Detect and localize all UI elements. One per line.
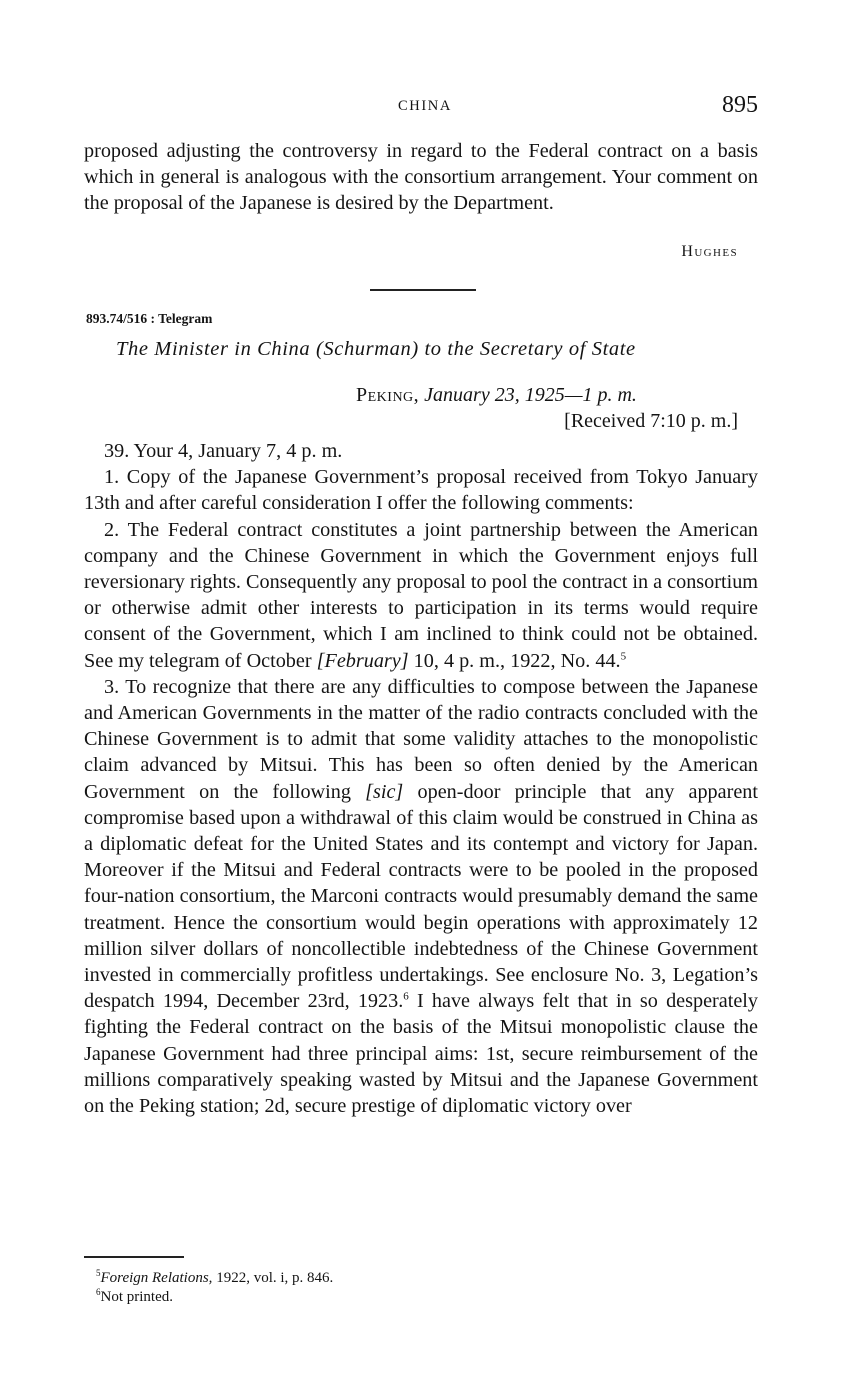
footnote-rule — [84, 1256, 184, 1258]
telegram-body — [84, 438, 758, 1119]
running-head — [0, 94, 850, 124]
running-title: CHINA — [398, 98, 452, 114]
footnote-5 — [96, 1269, 333, 1288]
footnote-6 — [96, 1288, 333, 1307]
footnotes — [96, 1269, 333, 1307]
dateline — [356, 384, 637, 407]
footnote-ref-5[interactable]: 5 — [620, 649, 627, 662]
paragraph-2 — [84, 517, 758, 674]
paragraph-1: 1. Copy of the Japanese Government’s proposal received from Tokyo January 13th and after careful consideration I offer the following comments: — [84, 466, 758, 515]
footnote-marker: 5 — [96, 1268, 101, 1278]
february-insert: [February] — [316, 649, 409, 672]
previous-document-closing — [84, 138, 758, 217]
paragraph-3-final: I have always felt that in so desperately fighting the Federal contract on the basis of the Mitsui monopolistic clause the Japanese Government had three principal aims: 1st, secure reimbursement of the millions comparatively speaking wasted by Mitsui and the Japanese Government on the Peking station; 2d, secure prestige of diplomatic victory over — [84, 990, 758, 1118]
page-number: 895 — [722, 92, 758, 118]
paragraph-39: 39. Your 4, January 7, 4 p. m. — [104, 440, 343, 462]
sic-insert: [sic] — [365, 780, 404, 803]
received-note: [Received 7:10 p. m.] — [564, 410, 738, 432]
footnote-text: Not printed. — [100, 1289, 173, 1305]
dateline-date: January 23, 1925—1 p. m. — [424, 384, 637, 406]
section-divider — [370, 289, 476, 291]
signature: Hughes — [681, 243, 738, 260]
paragraph-2-tail: 10, 4 p. m., 1922, No. 44. — [413, 649, 621, 672]
file-reference: 893.74/516 : Telegram — [86, 311, 213, 326]
paragraph-3-text: 3. To recognize that there are any difficulties to compose between the Japanese and American Governments in the matter of the radio contracts concluded with the Chinese Government is to admit that some validity attaches to the monopolistic claim advanced by Mitsui. This has been so often denied by the American Government on the following — [84, 675, 758, 803]
footnote-title: Foreign Relations, — [100, 1270, 213, 1286]
document-title: The Minister in China (Schurman) to the Secretary of State — [116, 338, 636, 360]
paragraph-3 — [84, 674, 758, 1119]
paragraph-2-text: 2. The Federal contract constitutes a joint partnership between the American company and the Chinese Government in which the Government enjoys full reversionary rights. Consequently any proposal to pool the contract in a consortium or otherwise admit other interests to participation in its terms would require consent of the Government, which I am inclined to think could not be obtained. See my telegram of October — [84, 518, 758, 672]
closing-paragraph: proposed adjusting the controversy in regard to the Federal contract on a basis which in general is analogous with the consortium arrangement. Your comment on the proposal of the Japanese is desired by the Department. — [84, 140, 758, 215]
footnote-marker: 6 — [96, 1287, 101, 1297]
paragraph-3-continued: open-door principle that any apparent compromise based upon a withdrawal of this claim would be construed in China as a diplomatic defeat for the United States and its contempt and victory for Japan. Moreover if the Mitsui and Federal contracts were to be pooled in the proposed four-nation consortium, the Marconi contracts would presumably demand the same treatment. Hence the consortium would begin operations with approximately 12 million silver dollars of noncollectible indebtedness of the Chinese Government invested in commercially profitless undertakings. See enclosure No. 3, Legation’s despatch 1994, December 23rd, 1923. — [84, 780, 758, 1013]
footnote-ref-6[interactable]: 6 — [403, 990, 409, 1003]
dateline-place: Peking, — [356, 384, 420, 406]
footnote-text: 1922, vol. i, p. 846. — [212, 1270, 334, 1286]
